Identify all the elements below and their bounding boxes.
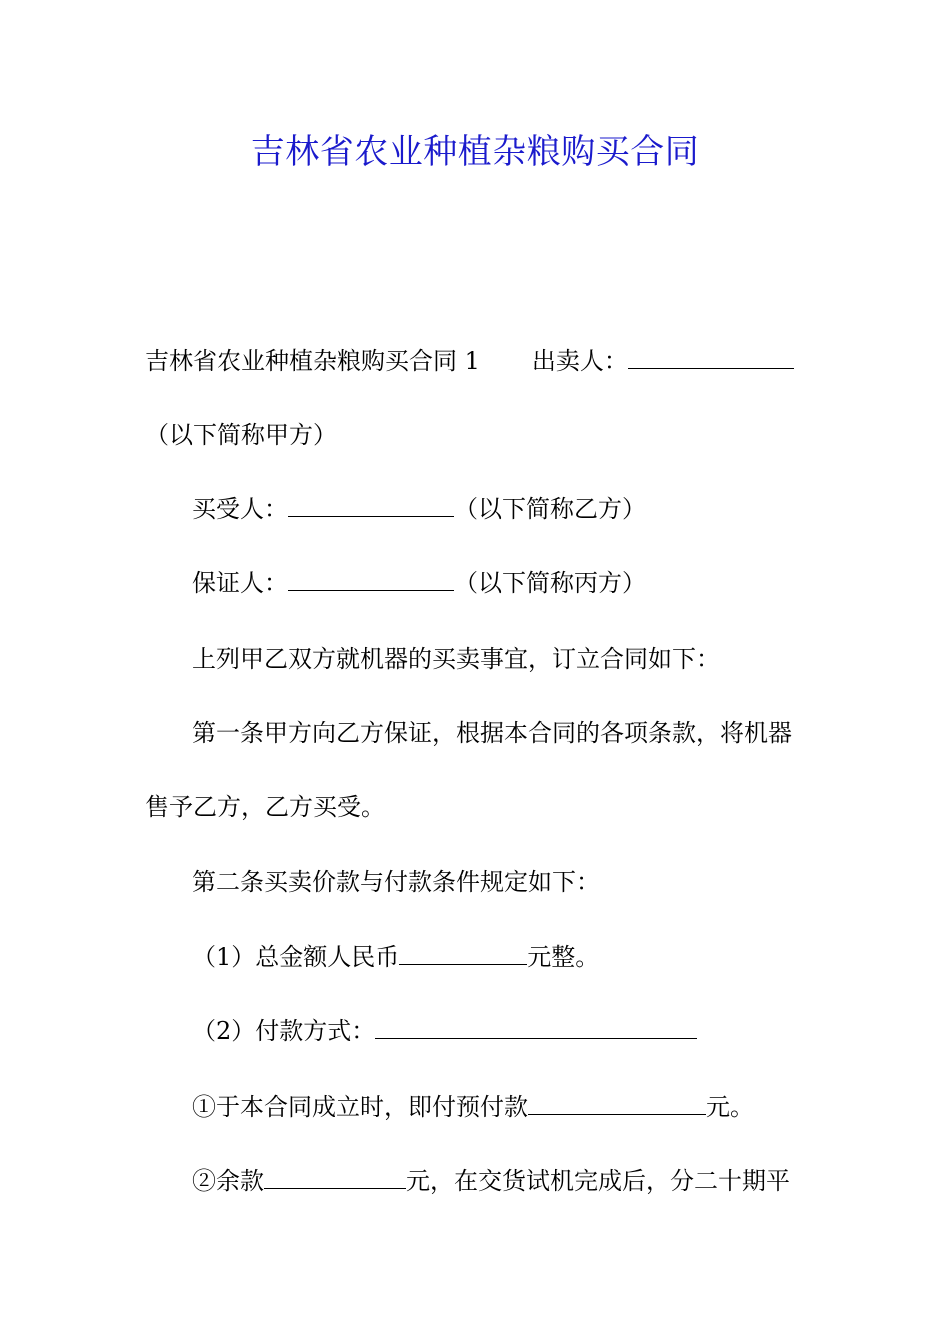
balance-label: ②余款 [192, 1167, 264, 1195]
balance-terms: 元，在交货试机完成后，分二十期平 [406, 1167, 790, 1195]
line-guarantor [192, 567, 857, 599]
seller-blank [628, 346, 794, 369]
total-amount-blank [399, 942, 527, 965]
contract-heading-text: 吉林省农业种植杂粮购买合同 1 [145, 347, 480, 375]
document-title: 吉林省农业种植杂粮购买合同 [250, 132, 700, 172]
line-seller [145, 345, 810, 377]
buyer-label: 买受人： [192, 495, 288, 523]
total-amount-unit: 元整。 [527, 943, 600, 971]
buyer-blank [288, 494, 454, 517]
buyer-note: （以下简称乙方） [454, 495, 646, 523]
balance-blank [264, 1166, 406, 1189]
line-balance [192, 1165, 857, 1197]
line-article-1: 第一条甲方向乙方保证，根据本合同的各项条款，将机器 [192, 719, 792, 747]
prepayment-blank [528, 1092, 706, 1115]
seller-label: 出卖人： [531, 347, 628, 375]
line-total-amount [192, 941, 857, 973]
prepayment-label: ①于本合同成立时，即付预付款 [192, 1093, 528, 1121]
guarantor-label: 保证人： [192, 569, 288, 597]
line-article-1-cont: 售予乙方，乙方买受。 [145, 793, 385, 821]
line-intro: 上列甲乙双方就机器的买卖事宜，订立合同如下： [192, 645, 720, 673]
total-amount-label: （1）总金额人民币 [192, 943, 400, 971]
line-payment-method [192, 1015, 857, 1047]
prepayment-unit: 元。 [706, 1093, 754, 1121]
guarantor-blank [288, 568, 454, 591]
payment-method-blank [375, 1016, 697, 1039]
line-buyer [192, 493, 857, 525]
line-party-a-note: （以下简称甲方） [145, 421, 337, 449]
line-prepayment [192, 1091, 857, 1123]
line-article-2: 第二条买卖价款与付款条件规定如下： [192, 868, 600, 896]
payment-method-label: （2）付款方式： [192, 1017, 376, 1045]
guarantor-note: （以下简称丙方） [454, 569, 646, 597]
